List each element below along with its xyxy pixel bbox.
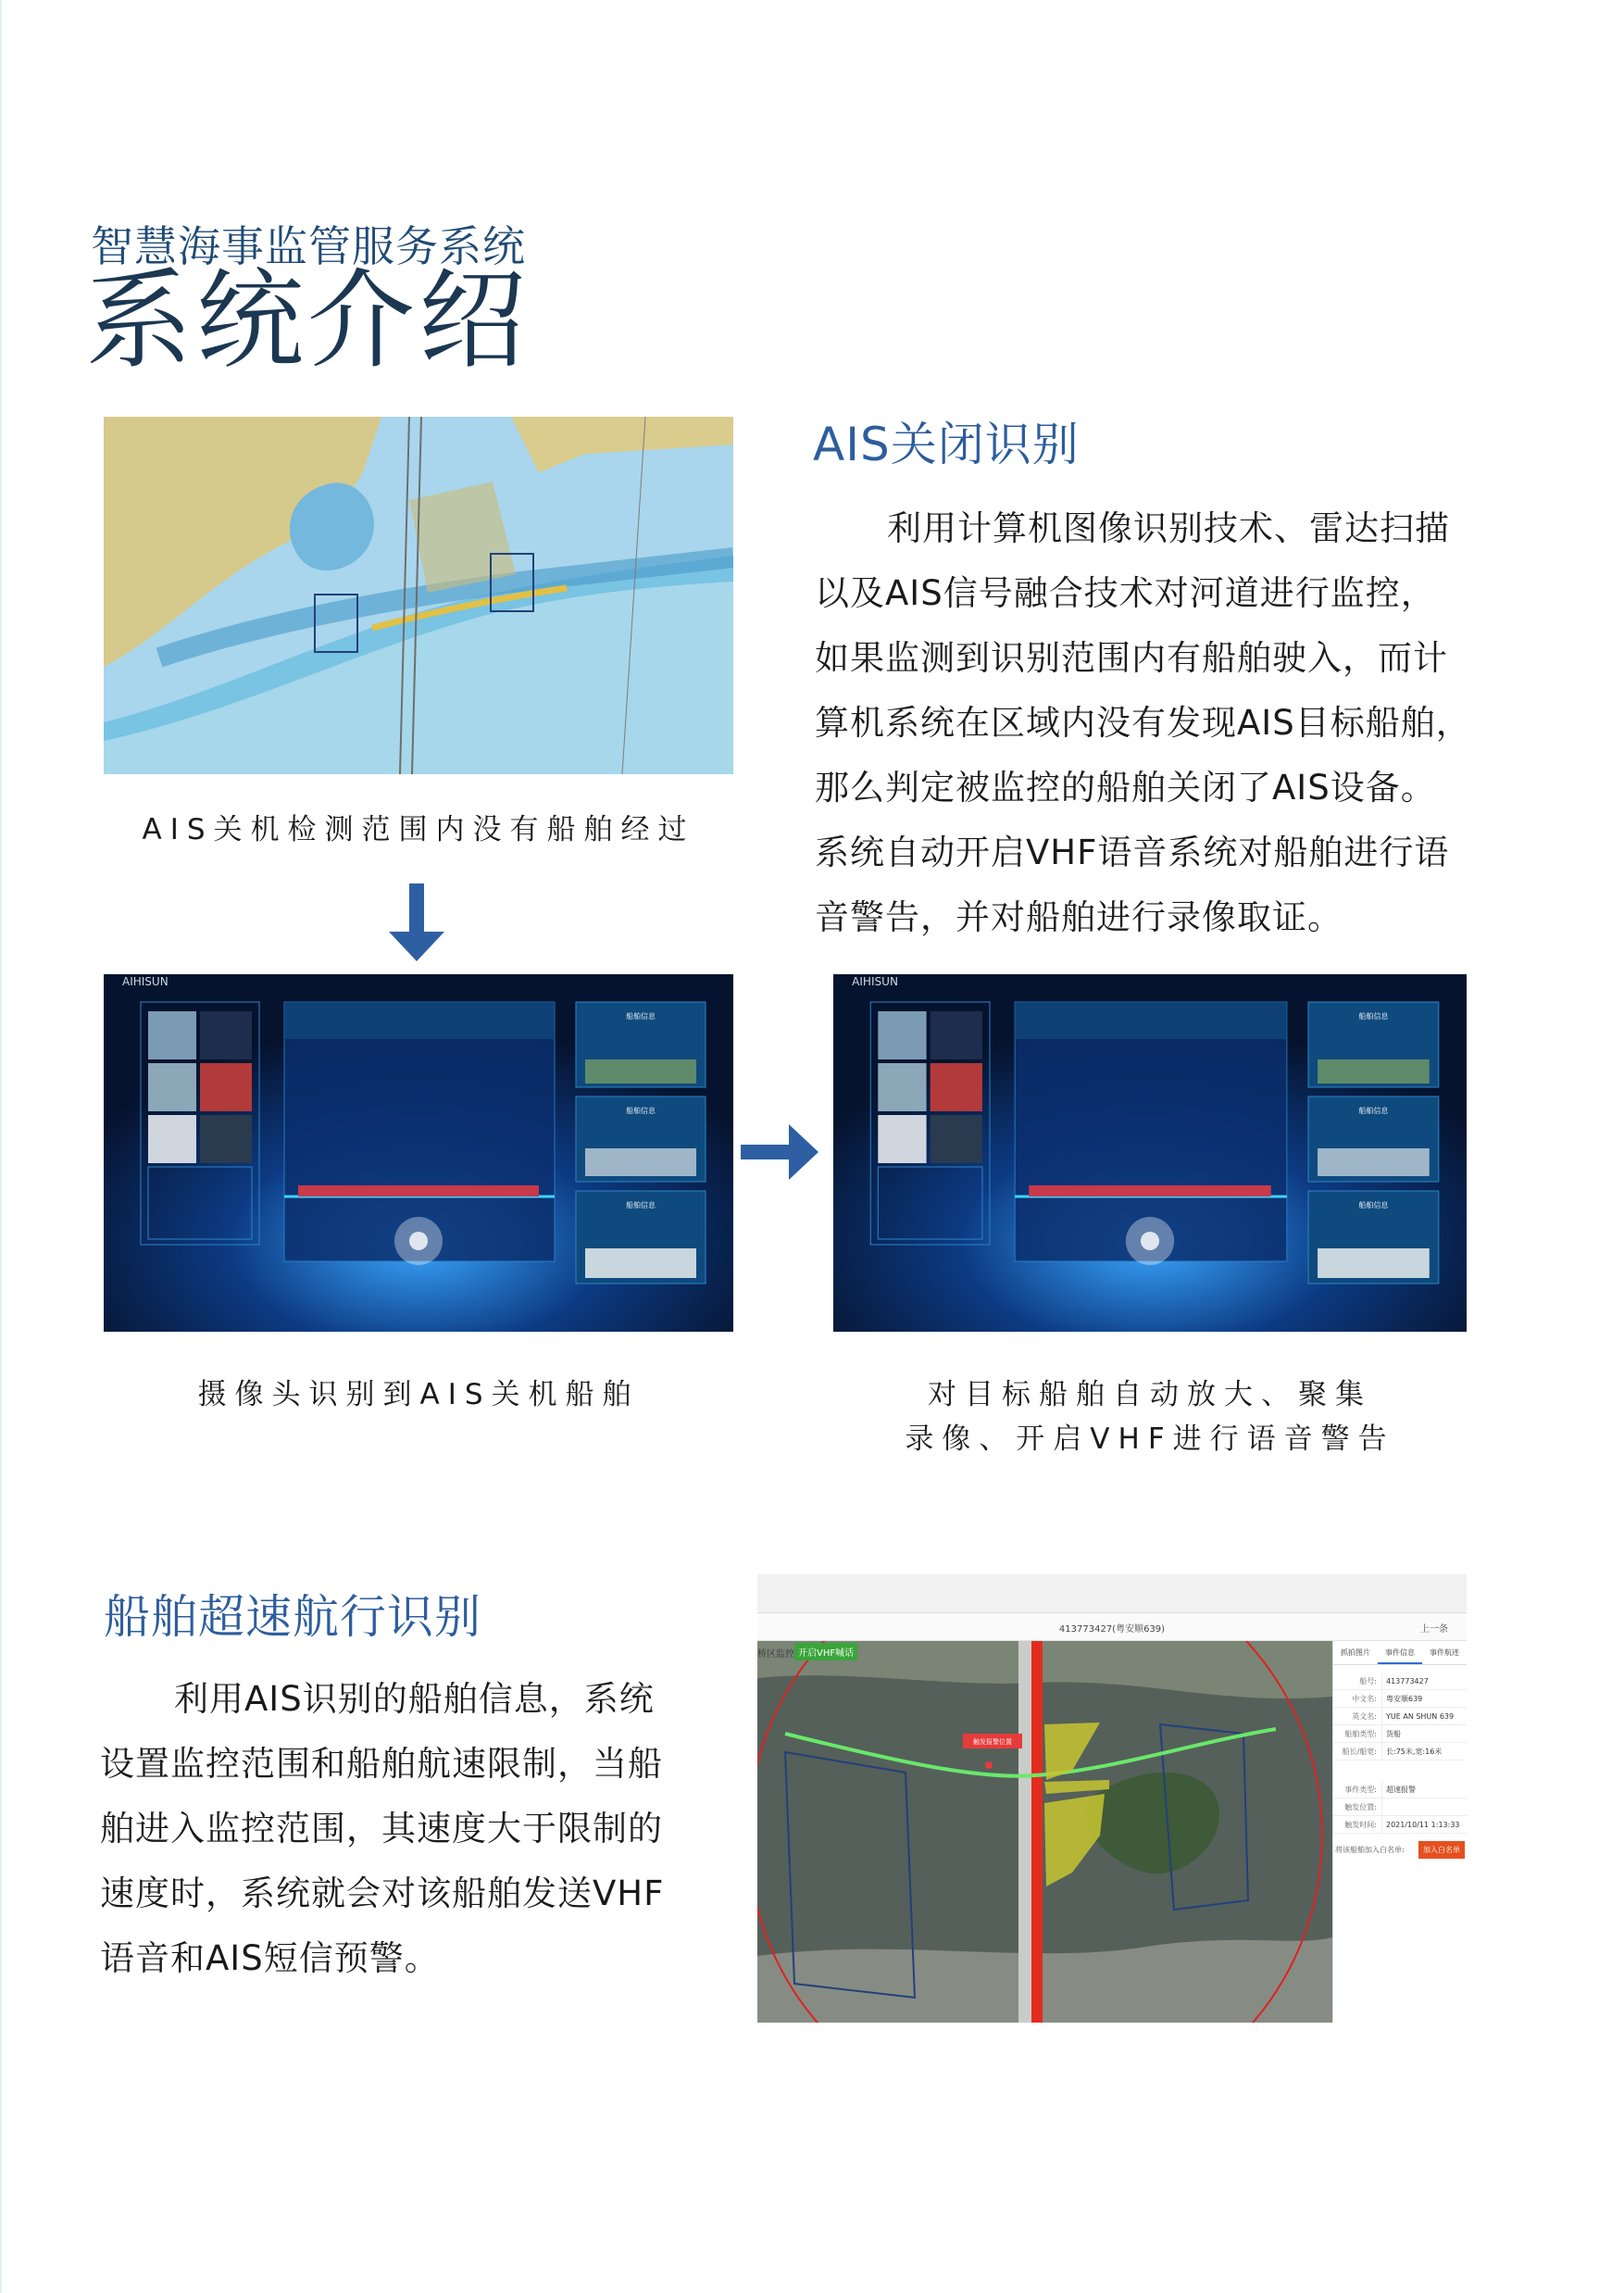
alarm-marker-label: 触发报警位置 xyxy=(973,1738,1012,1746)
map-caption: AIS关机检测范围内没有船舶经过 xyxy=(142,813,695,846)
zoom-caption-line2: 录像、开启VHF进行语音警告 xyxy=(905,1422,1395,1456)
satellite-map xyxy=(757,1641,1332,2023)
paragraph-line: 速度时，系统就会对该船舶发送VHF xyxy=(100,1873,665,1913)
document-title: 系统介绍 xyxy=(85,258,530,383)
map-toolbar xyxy=(757,1641,1331,1661)
info-row: 船长/船宽: 长:75米,宽:16米 xyxy=(1333,1743,1467,1760)
info-row: 触发位置: xyxy=(1333,1798,1467,1816)
ais-section-heading: AIS关闭识别 xyxy=(813,418,1080,471)
camera-caption: 摄像头识别到AIS关机船舶 xyxy=(197,1378,640,1411)
nautical-chart-image xyxy=(104,417,733,774)
paragraph-line: 算机系统在区域内没有发现AIS目标船舶， xyxy=(815,703,1471,743)
info-row: 船舶类型: 货船 xyxy=(1333,1725,1467,1743)
document-subtitle: 智慧海事监管服务系统 xyxy=(91,221,526,271)
info-row: 船号: 413773427 xyxy=(1333,1673,1467,1690)
ship-info-panel-title: 船舶信息 xyxy=(626,1012,656,1021)
ais-section-paragraph xyxy=(815,496,1518,950)
whitelist-label: 将该船舶加入白名单: xyxy=(1335,1846,1405,1854)
tab-snapshots[interactable]: 抓拍图片 xyxy=(1341,1648,1370,1657)
ship-info-panel-title: 船舶信息 xyxy=(626,1107,656,1115)
ship-info-panel-title: 船舶信息 xyxy=(1358,1012,1389,1021)
zoom-caption-line1: 对目标船舶自动放大、聚集 xyxy=(928,1378,1372,1411)
svg-text:AIHISUN: AIHISUN xyxy=(852,975,899,988)
paragraph-line: 如果监测到识别范围内有船舶驶入，而计 xyxy=(815,638,1448,678)
info-row: 中文名: 粤安顺639 xyxy=(1333,1690,1467,1708)
ship-info-panel-title: 船舶信息 xyxy=(1358,1201,1389,1209)
speed-section-paragraph xyxy=(100,1667,711,1991)
paragraph-line: 利用计算机图像识别技术、雷达扫描 xyxy=(887,508,1450,548)
page-edge-line xyxy=(0,0,2,2293)
tab-event-info[interactable]: 事件信息 xyxy=(1378,1641,1422,1664)
arrow-right-icon xyxy=(741,1124,818,1180)
camera-dashboard-image xyxy=(104,974,733,1332)
paragraph-line: 以及AIS信号融合技术对河道进行监控， xyxy=(815,573,1436,613)
svg-text:AIHISUN: AIHISUN xyxy=(122,975,169,988)
ship-info-panel-title: 船舶信息 xyxy=(1358,1107,1389,1115)
bridge-monitor-screenshot xyxy=(757,1574,1467,2023)
zoom-dashboard-image xyxy=(833,974,1467,1332)
info-row: 英文名: YUE AN SHUN 639 xyxy=(1333,1708,1467,1725)
add-whitelist-button[interactable]: 加入白名单 xyxy=(1418,1841,1465,1859)
window-title: 413773427(粤安顺639) xyxy=(1058,1624,1166,1635)
paragraph-line: 那么判定被监控的船舶关闭了AIS设备。 xyxy=(815,768,1436,808)
paragraph-line: 语音和AIS短信预警。 xyxy=(100,1938,440,1978)
window-titlebar xyxy=(757,1613,1467,1641)
previous-button[interactable]: 上一条 xyxy=(1420,1624,1448,1635)
paragraph-line: 系统自动开启VHF语音系统对船舶进行语 xyxy=(815,833,1450,872)
event-detail-panel xyxy=(1332,1641,1467,2023)
paragraph-line: 音警告，并对船舶进行录像取证。 xyxy=(815,897,1343,937)
ship-info-panel-title: 船舶信息 xyxy=(626,1201,656,1209)
tab-event-track[interactable]: 事件航迹 xyxy=(1430,1648,1459,1657)
paragraph-line: 舶进入监控范围，其速度大于限制的 xyxy=(100,1809,663,1848)
info-row: 触发时间: 2021/10/11 1:13:33 xyxy=(1333,1816,1467,1834)
paragraph-line: 利用AIS识别的船舶信息，系统 xyxy=(174,1679,655,1719)
info-row: 事件类型: 超速报警 xyxy=(1333,1781,1467,1798)
vhf-call-button[interactable]: 开启VHF喊话 xyxy=(794,1643,857,1660)
speed-section-heading: 船舶超速航行识别 xyxy=(104,1590,481,1644)
map-tool-label: 桥区监控 xyxy=(757,1649,794,1660)
arrow-down-icon xyxy=(387,883,446,961)
paragraph-line: 设置监控范围和船舶航速限制，当船 xyxy=(100,1744,663,1784)
browser-top-bar xyxy=(757,1574,1467,1613)
